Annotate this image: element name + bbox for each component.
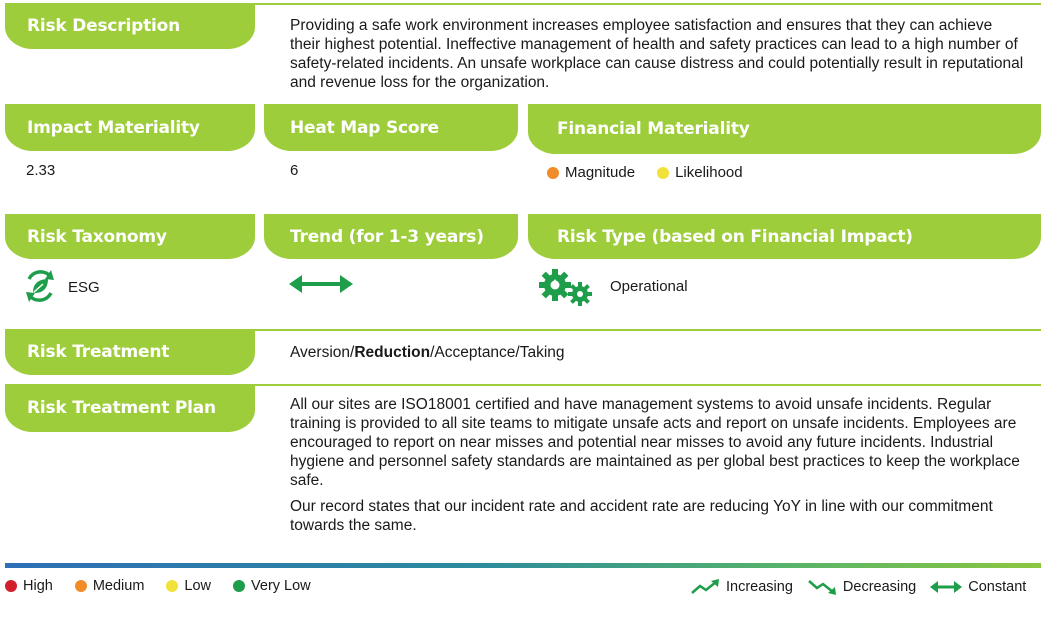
trend-legend <box>690 578 1026 596</box>
magnitude-label: Magnitude <box>565 164 636 181</box>
financial-materiality-header <box>528 104 1041 154</box>
treatment-others: /Acceptance/Taking <box>430 344 565 361</box>
risk-taxonomy-label: Risk Taxonomy <box>27 226 167 247</box>
low-dot <box>166 580 178 592</box>
legend-decreasing-label: Decreasing <box>842 579 917 595</box>
risk-treatment-plan-header <box>5 384 255 432</box>
risk-treatment-plan-para1: All our sites are ISO18001 certified and have management systems to avoid unsafe incidents. Regular training is provided to all site teams to mitigate unsafe acts and report on unsafe incidents. Employees are encouraged to report on near misses and potential near misses to avoid any future incidents. Industrial hygiene and personnel safety standards are maintained as per global best practices to keep the workplace safe. <box>290 396 1020 489</box>
risk-treatment-plan-para2: Our record states that our incident rate and accident rate are reducing YoY in line with our commitment towards the same. <box>290 498 993 534</box>
risk-type-header <box>528 214 1041 259</box>
legend-item-medium <box>75 578 145 594</box>
legend-low-label: Low <box>184 578 212 594</box>
trend-label: Trend (for 1-3 years) <box>290 226 484 247</box>
risk-treatment-label: Risk Treatment <box>27 342 170 362</box>
decreasing-arrow-icon <box>807 578 837 596</box>
trend-header <box>264 214 518 259</box>
risk-description-label: Risk Description <box>27 16 181 36</box>
risk-type-label: Risk Type (based on Financial Impact) <box>557 226 913 247</box>
risk-description-header <box>5 3 255 49</box>
risk-type-value: Operational <box>610 278 688 295</box>
legend-high-label: High <box>23 578 53 594</box>
divider <box>255 329 1041 331</box>
legend-item-very-low <box>233 578 311 594</box>
constant-arrow-icon <box>930 579 962 595</box>
footer-gradient-bar <box>5 563 1041 568</box>
impact-materiality-header <box>5 104 255 151</box>
constant-arrow-icon <box>289 272 353 296</box>
impact-materiality-value: 2.33 <box>26 162 56 179</box>
heat-map-score-header <box>264 104 518 151</box>
risk-treatment-header <box>5 329 255 375</box>
legend-increasing-label: Increasing <box>726 579 793 595</box>
legend-item-high <box>5 578 53 594</box>
risk-taxonomy-header <box>5 214 255 259</box>
impact-materiality-label: Impact Materiality <box>27 117 200 138</box>
gears-icon <box>539 268 597 308</box>
risk-taxonomy-value: ESG <box>68 279 100 296</box>
legend-item-increasing <box>690 578 793 596</box>
divider <box>255 384 1041 386</box>
medium-dot <box>75 580 87 592</box>
financial-materiality-label: Financial Materiality <box>557 119 750 139</box>
high-dot <box>5 580 17 592</box>
risk-treatment-plan-label: Risk Treatment Plan <box>27 398 216 418</box>
increasing-arrow-icon <box>690 578 720 596</box>
divider <box>255 3 1041 5</box>
treatment-reduction-selected: Reduction <box>354 344 431 361</box>
heat-map-score-value: 6 <box>290 162 299 179</box>
risk-treatment-options <box>290 343 565 362</box>
likelihood-dot <box>657 167 669 179</box>
likelihood-label: Likelihood <box>675 164 743 181</box>
esg-cycle-icon <box>21 267 59 305</box>
treatment-aversion: Aversion/ <box>290 344 355 361</box>
financial-materiality-values <box>547 164 743 181</box>
heat-map-score-label: Heat Map Score <box>290 117 439 138</box>
very-low-dot <box>233 580 245 592</box>
magnitude-dot <box>547 167 559 179</box>
legend-item-constant <box>930 579 1026 595</box>
legend-item-decreasing <box>807 578 916 596</box>
level-legend <box>5 578 333 594</box>
risk-description-text: Providing a safe work environment increases employee satisfaction and ensures that they can achieve their highest potential. Ineffective management of health and safety practices can lead to a high number of safety-related incidents. An unsafe workplace can cause distress and could potentially result in reputational and revenue loss for the organization. <box>290 17 1024 91</box>
legend-very-low-label: Very Low <box>251 578 311 594</box>
legend-constant-label: Constant <box>968 579 1027 595</box>
legend-item-low <box>166 578 211 594</box>
legend-medium-label: Medium <box>92 578 145 594</box>
